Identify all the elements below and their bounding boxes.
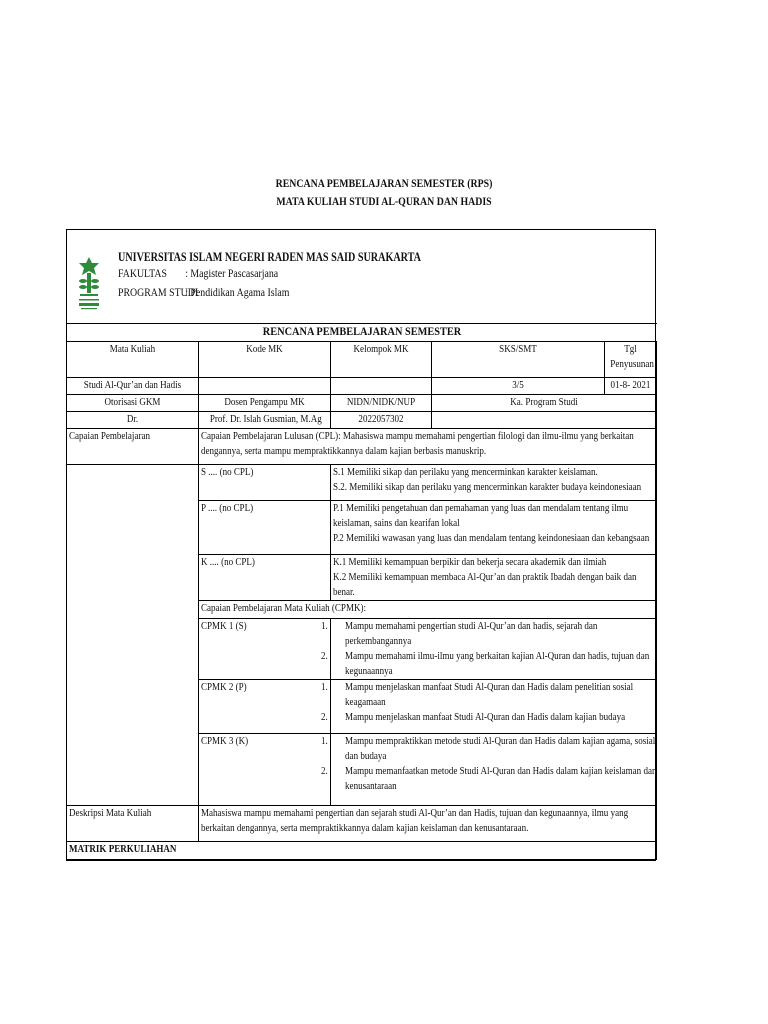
header-kode-mk: Kode MK [199, 342, 331, 378]
cpl-text: Capaian Pembelajaran Lulusan (CPL): Mahasiswa mampu memahami pengertian filologi dan ilmu-ilmu yang berkaitan dengannya, serta mampu mempraktikkannya dalam kajian berbasis manuskrip. [199, 429, 657, 465]
p-label: P .... (no CPL) [199, 501, 331, 555]
kode-mk-value [199, 378, 331, 395]
cpmk1-item-2: 2. Mampu memahami ilmu-ilmu yang berkaitan kajian Al-Quran dan hadis, tujuan dan kegunaannya [320, 651, 650, 677]
kaprodi-label: Ka. Program Studi [432, 395, 657, 412]
cpmk1-item-1: 1. Mampu memahami pengertian studi Al-Qur’an dan hadis, sejarah dan perkembangannya [320, 621, 598, 647]
kaprodi-value [432, 412, 657, 429]
university-logo [76, 255, 102, 315]
s2-item: S.2. Memiliki sikap dan perilaku yang mencerminkan karakter budaya keindonesiaan [333, 482, 642, 493]
rps-table [66, 323, 657, 860]
desc-text: Mahasiswa mampu memahami pengertian dan sejarah studi Al-Qur’an dan Hadis, tujuan dan kegunaannya, ilmu yang berkaitan dengannya, serta mempraktikkannya dalam kajian keislaman dan kenusantaraan. [199, 806, 657, 842]
rps-heading: RENCANA PEMBELAJARAN SEMESTER [67, 324, 657, 342]
cpmk3-label: CPMK 3 (K) [199, 734, 331, 806]
header-sks-smt: SKS/SMT [432, 342, 605, 378]
faculty-line [118, 266, 278, 281]
tgl-value: 01-8- 2021 [605, 378, 657, 395]
desc-label: Deskripsi Mata Kuliah [67, 806, 199, 842]
k2-item: K.2 Memiliki kemampuan membaca Al-Qur’an dan praktik Ibadah dengan baik dan benar. [333, 572, 637, 598]
k-label: K .... (no CPL) [199, 555, 331, 601]
cpmk3-items [320, 734, 657, 806]
mata-kuliah-value: Studi Al-Qur’an dan Hadis [67, 378, 199, 395]
kelompok-mk-value [331, 378, 432, 395]
cpmk2-items [320, 680, 657, 734]
p1-item: P.1 Memiliki pengetahuan dan pemahaman yang luas dan mendalam tentang ilmu keislaman, sains dan kearifan lokal [333, 503, 629, 529]
header-tgl-penyusunan: Tgl Penyusunan [605, 342, 657, 378]
matrik-heading: MATRIK PERKULIAHAN [67, 842, 657, 860]
document-title: RENCANA PEMBELAJARAN SEMESTER (RPS) [275, 176, 493, 190]
cpmk1-label: CPMK 1 (S) [199, 619, 331, 680]
faculty-value: : Magister Pascasarjana [185, 266, 279, 280]
dosen-label: Dosen Pengampu MK [199, 395, 331, 412]
document-subtitle: MATA KULIAH STUDI AL-QURAN DAN HADIS [276, 194, 492, 208]
nidn-value: 2022057302 [331, 412, 432, 429]
otorisasi-label: Otorisasi GKM [67, 395, 199, 412]
dr-signature: Dr. [67, 412, 199, 429]
dosen-name: Prof. Dr. Islah Gusmian, M.Ag [199, 412, 331, 429]
program-label: PROGRAM STUDI [118, 285, 199, 299]
program-line [118, 285, 289, 300]
nidn-label: NIDN/NIDK/NUP [331, 395, 432, 412]
cpmk3-item-1: 1. Mampu mempraktikkan metode studi Al-Quran dan Hadis dalam kajian agama, sosial dan budaya [320, 736, 656, 762]
k1-item: K.1 Memiliki kemampuan berpikir dan bekerja secara akademik dan ilmiah [333, 557, 607, 568]
cpmk1-items [320, 619, 657, 680]
cpmk2-item-1: 1. Mampu menjelaskan manfaat Studi Al-Quran dan Hadis dalam penelitian sosial keagamaan [320, 682, 634, 708]
header-mata-kuliah: Mata Kuliah [67, 342, 199, 378]
cp-empty-cell [67, 465, 199, 806]
cpmk3-item-2: 2. Mampu memanfaatkan metode Studi Al-Quran dan Hadis dalam kajian keislaman dan kenusantaraan [320, 766, 657, 792]
sks-value: 3/5 [432, 378, 605, 395]
s1-item: S.1 Memiliki sikap dan perilaku yang mencerminkan karakter keislaman. [333, 467, 598, 478]
s-label: S .... (no CPL) [199, 465, 331, 501]
faculty-label: FAKULTAS [118, 266, 167, 280]
header-kelompok-mk: Kelompok MK [331, 342, 432, 378]
cpmk-heading: Capaian Pembelajaran Mata Kuliah (CPMK): [199, 601, 657, 619]
k-items [331, 555, 657, 601]
cpmk2-label: CPMK 2 (P) [199, 680, 331, 734]
university-name: UNIVERSITAS ISLAM NEGERI RADEN MAS SAID SURAKARTA [118, 249, 421, 264]
program-value: : Pendidikan Agama Islam [185, 285, 290, 299]
cp-label: Capaian Pembelajaran [67, 429, 199, 465]
s-items [331, 465, 657, 501]
cpmk2-item-2: 2. Mampu menjelaskan manfaat Studi Al-Quran dan Hadis dalam kajian budaya [320, 712, 626, 723]
p-items [331, 501, 657, 555]
p2-item: P.2 Memiliki wawasan yang luas dan mendalam tentang keindonesiaan dan kebangsaan [333, 533, 650, 544]
